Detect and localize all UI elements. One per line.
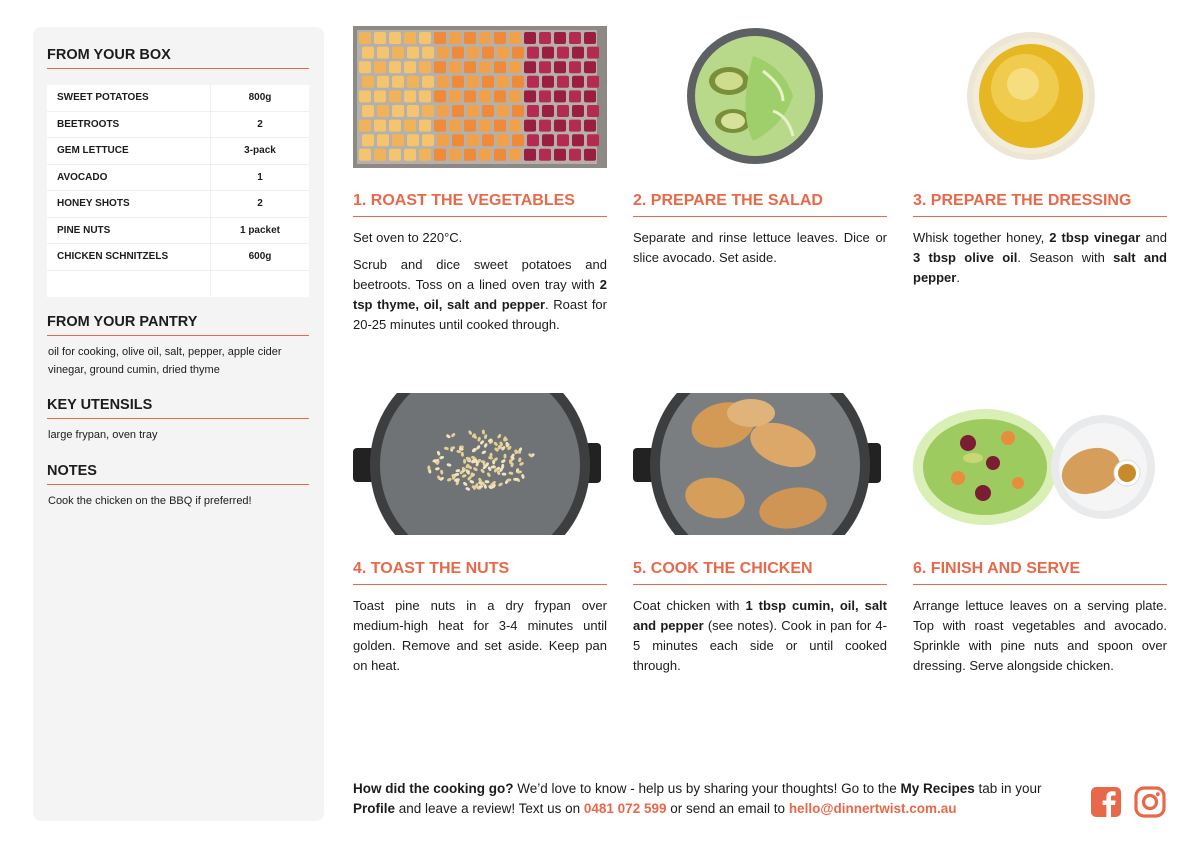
step-6-body [913,596,1167,683]
ingredient-name: HONEY SHOTS [47,191,211,218]
profile-link[interactable]: Profile [353,801,396,816]
finish-serve-image [913,393,1167,535]
my-recipes-link[interactable]: My Recipes [900,781,975,796]
salad-bowl-image [633,26,887,168]
footer-text-2: tab in your [974,781,1042,796]
step-highlight: 2 tbsp vinegar [1049,230,1141,245]
pantry-text: oil for cooking, olive oil, salt, pepper, apple cider vinegar, ground cumin, dried thyme [48,346,282,376]
step-text: Separate and rinse lettuce leaves. Dice or slice avocado. Set aside. [633,230,887,265]
ingredient-qty: 1 [211,164,310,191]
ingredient-name: GEM LETTUCE [47,138,211,165]
footer-text-4: or send an email to [666,801,789,816]
instagram-icon[interactable] [1134,786,1166,818]
step-1-title: 1. ROAST THE VEGETABLES [353,192,607,217]
ingredient-row [47,111,309,138]
step-text: Coat chicken with [633,598,746,613]
ingredient-qty: 600g [211,244,310,271]
from-your-pantry-heading: FROM YOUR PANTRY [47,314,309,336]
ingredient-name: AVOCADO [47,164,211,191]
step-paragraph [633,228,887,268]
ingredient-row [47,164,309,191]
ingredient-name: PINE NUTS [47,217,211,244]
ingredient-qty: 3-pack [211,138,310,165]
step-paragraph [913,228,1167,288]
step-highlight: 1 tbsp cumin, oil, salt and pepper [633,598,887,633]
ingredient-row [47,138,309,165]
ingredient-row [47,85,309,111]
ingredient-qty: 2 [211,191,310,218]
email-link[interactable]: hello@dinnertwist.com.au [788,801,957,816]
step-paragraph [913,596,1167,676]
step-4-title: 4. TOAST THE NUTS [353,560,607,585]
utensils-text: large frypan, oven tray [48,429,158,441]
ingredient-name: SWEET POTATOES [47,85,211,111]
dressing-bowl-image [913,26,1167,168]
from-your-box-heading: FROM YOUR BOX [47,47,309,69]
step-text: and [1140,230,1168,245]
ingredient-row [47,217,309,244]
step-text: . [956,270,960,285]
empty-cell [47,270,211,297]
step-3-title: 3. PREPARE THE DRESSING [913,192,1167,217]
empty-cell [211,270,310,297]
notes-heading: NOTES [47,463,309,485]
phone-link[interactable]: 0481 072 599 [583,801,667,816]
step-4-body [353,596,607,683]
notes-text: Cook the chicken on the BBQ if preferred! [48,495,252,507]
step-text: . Roast for 20-25 minutes until cooked through. [353,297,607,332]
step-5-body [633,596,887,683]
ingredient-qty: 800g [211,85,310,111]
ingredient-row-empty [47,270,309,297]
step-2-body [633,228,887,275]
step-5-title: 5. COOK THE CHICKEN [633,560,887,585]
ingredient-row [47,191,309,218]
feedback-footer [353,779,1073,819]
step-highlight: salt and pepper [913,250,1167,285]
facebook-icon[interactable] [1090,786,1122,818]
key-utensils-heading: KEY UTENSILS [47,397,309,419]
footer-text-3: and leave a review! Text us on [395,801,584,816]
roast-vegetables-image [353,26,607,168]
step-text: Set oven to 220°C. [353,230,463,245]
step-1-body [353,228,607,342]
step-paragraph [353,596,607,676]
step-highlight: 3 tbsp olive oil [913,250,1018,265]
ingredient-name: CHICKEN SCHNITZELS [47,244,211,271]
step-3-body [913,228,1167,295]
step-paragraph [353,255,607,335]
step-text: Whisk together honey, [913,230,1050,245]
step-6-title: 6. FINISH AND SERVE [913,560,1167,585]
ingredient-name: BEETROOTS [47,111,211,138]
ingredients-sidebar [33,27,324,821]
step-paragraph [633,596,887,676]
step-text: . Season with [1017,250,1114,265]
toast-nuts-image [353,393,607,535]
ingredients-table [47,85,309,297]
footer-text-1: We’d love to know - help us by sharing your thoughts! Go to the [513,781,901,796]
step-2-title: 2. PREPARE THE SALAD [633,192,887,217]
step-paragraph [353,228,607,248]
ingredient-qty: 2 [211,111,310,138]
step-text: Scrub and dice sweet potatoes and beetroots. Toss on a lined oven tray with [353,257,607,292]
ingredient-qty: 1 packet [211,217,310,244]
step-text: (see notes). Cook in pan for 4-5 minutes each side or until cooked through. [633,618,887,673]
step-highlight: 2 tsp thyme, oil, salt and pepper [353,277,607,312]
ingredient-row [47,244,309,271]
step-text: Toast pine nuts in a dry frypan over medium-high heat for 3-4 minutes until golden. Remove and set aside. Keep pan on heat. [353,598,607,673]
cook-chicken-image [633,393,887,535]
step-text: Arrange lettuce leaves on a serving plate. Top with roast vegetables and avocado. Sprinkle with pine nuts and spoon over dressing. Serve alongside chicken. [913,598,1167,673]
footer-question: How did the cooking go? [353,781,514,796]
